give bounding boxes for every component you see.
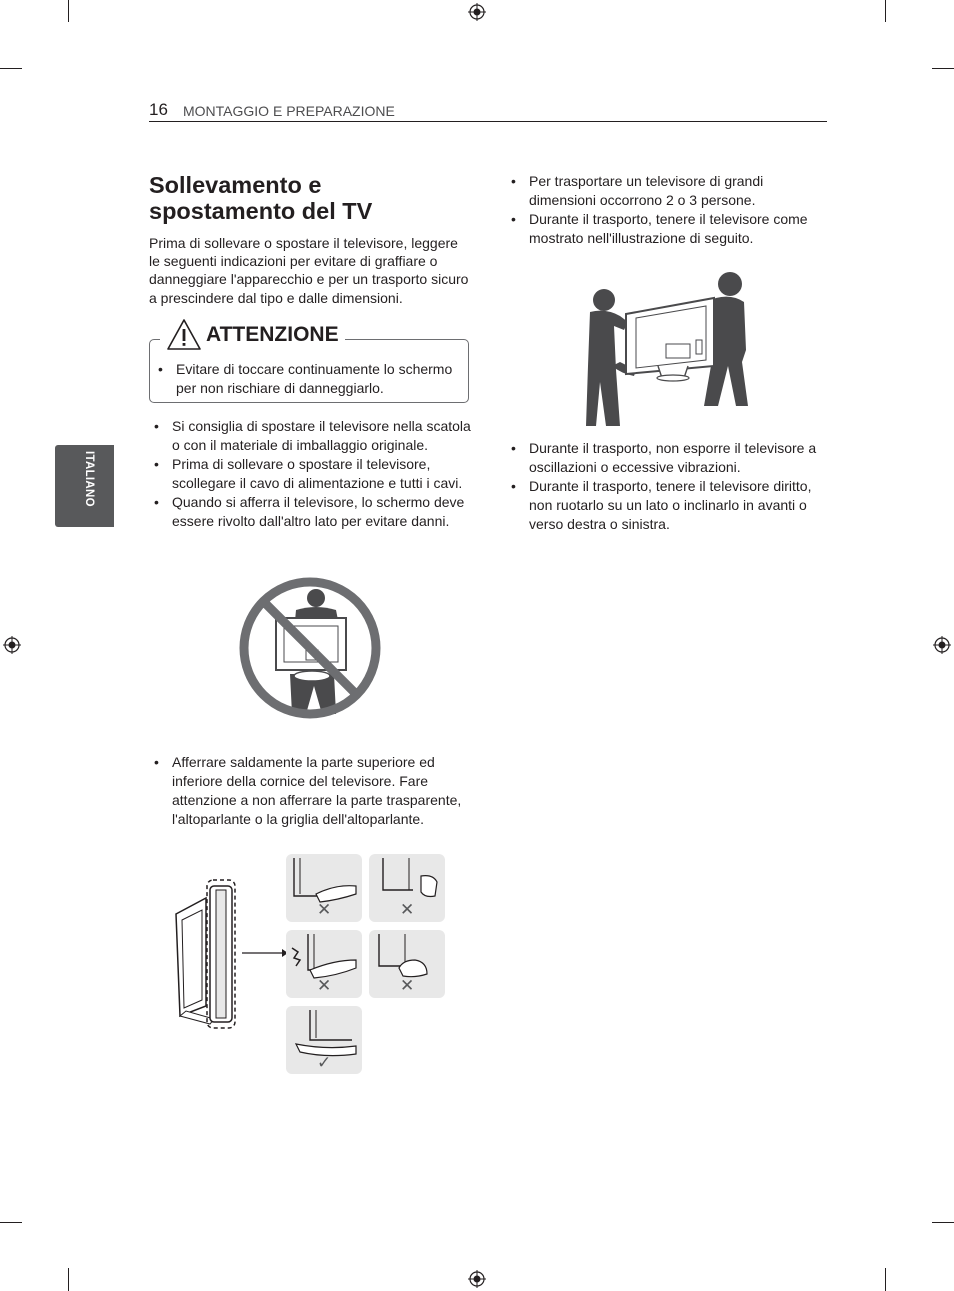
two-person-carry-illustration bbox=[584, 270, 750, 428]
caution-heading bbox=[160, 315, 345, 355]
bullet-list-right-a bbox=[506, 172, 826, 248]
bullet-list-left-a bbox=[149, 417, 474, 531]
registration-mark-top bbox=[468, 3, 486, 21]
header-rule bbox=[149, 121, 827, 122]
list-item: • Durante il trasporto, tenere il televisore come mostrato nell'illustrazione di seguito. bbox=[506, 210, 826, 248]
warning-triangle-icon bbox=[166, 318, 202, 352]
list-item: • Quando si afferra il televisore, lo schermo deve essere rivolto dall'altro lato per evitare danni. bbox=[149, 493, 474, 531]
section-title: Sollevamento e spostamento del TV bbox=[149, 172, 373, 224]
wrong-mark-icon: ✕ bbox=[400, 976, 415, 996]
list-item: • Afferrare saldamente la parte superiore ed inferiore della cornice del televisore. Fare attenzione a non afferrare la parte trasparente, l'altoparlante o la griglia dell'altoparlante. bbox=[149, 753, 474, 829]
tv-frame-illustration bbox=[170, 876, 288, 1032]
registration-mark-bottom bbox=[468, 1270, 486, 1288]
page-number: 16 bbox=[149, 100, 168, 119]
registration-mark-right bbox=[933, 636, 951, 654]
bullet-list-right-b bbox=[506, 439, 826, 534]
caution-list bbox=[153, 360, 463, 398]
caution-item: • Evitare di toccare continuamente lo schermo per non rischiare di danneggiarlo. bbox=[153, 360, 463, 398]
prohibited-lifting-illustration bbox=[236, 574, 384, 722]
wrong-mark-icon: ✕ bbox=[317, 900, 332, 920]
wrong-mark-icon: ✕ bbox=[400, 900, 415, 920]
language-tab-label: ITALIANO bbox=[83, 451, 95, 507]
running-header: MONTAGGIO E PREPARAZIONE bbox=[183, 103, 395, 119]
list-item: • Prima di sollevare o spostare il televisore, scollegare il cavo di alimentazione e tutti i cavi. bbox=[149, 455, 474, 493]
correct-mark-icon: ✓ bbox=[317, 1053, 332, 1073]
caution-label: ATTENZIONE bbox=[206, 323, 339, 346]
intro-paragraph: Prima di sollevare o spostare il televisore, leggere le seguenti indicazioni per evitare di graffiare o danneggiare l'apparecchio e per un trasporto sicuro a prescindere dal tipo e dalle dimensioni. bbox=[149, 235, 469, 306]
list-item: • Per trasportare un televisore di grandi dimensioni occorrono 2 o 3 persone. bbox=[506, 172, 826, 210]
list-item: • Durante il trasporto, tenere il televisore diritto, non ruotarlo su un lato o inclinarlo in avanti o verso destra o sinistra. bbox=[506, 477, 826, 534]
list-item: • Durante il trasporto, non esporre il televisore a oscillazioni o eccessive vibrazioni. bbox=[506, 439, 826, 477]
registration-mark-left bbox=[3, 636, 21, 654]
bullet-list-left-b bbox=[149, 753, 474, 829]
language-tab bbox=[55, 445, 114, 527]
list-item: • Si consiglia di spostare il televisore nella scatola o con il materiale di imballaggio originale. bbox=[149, 417, 474, 455]
wrong-mark-icon: ✕ bbox=[317, 976, 332, 996]
